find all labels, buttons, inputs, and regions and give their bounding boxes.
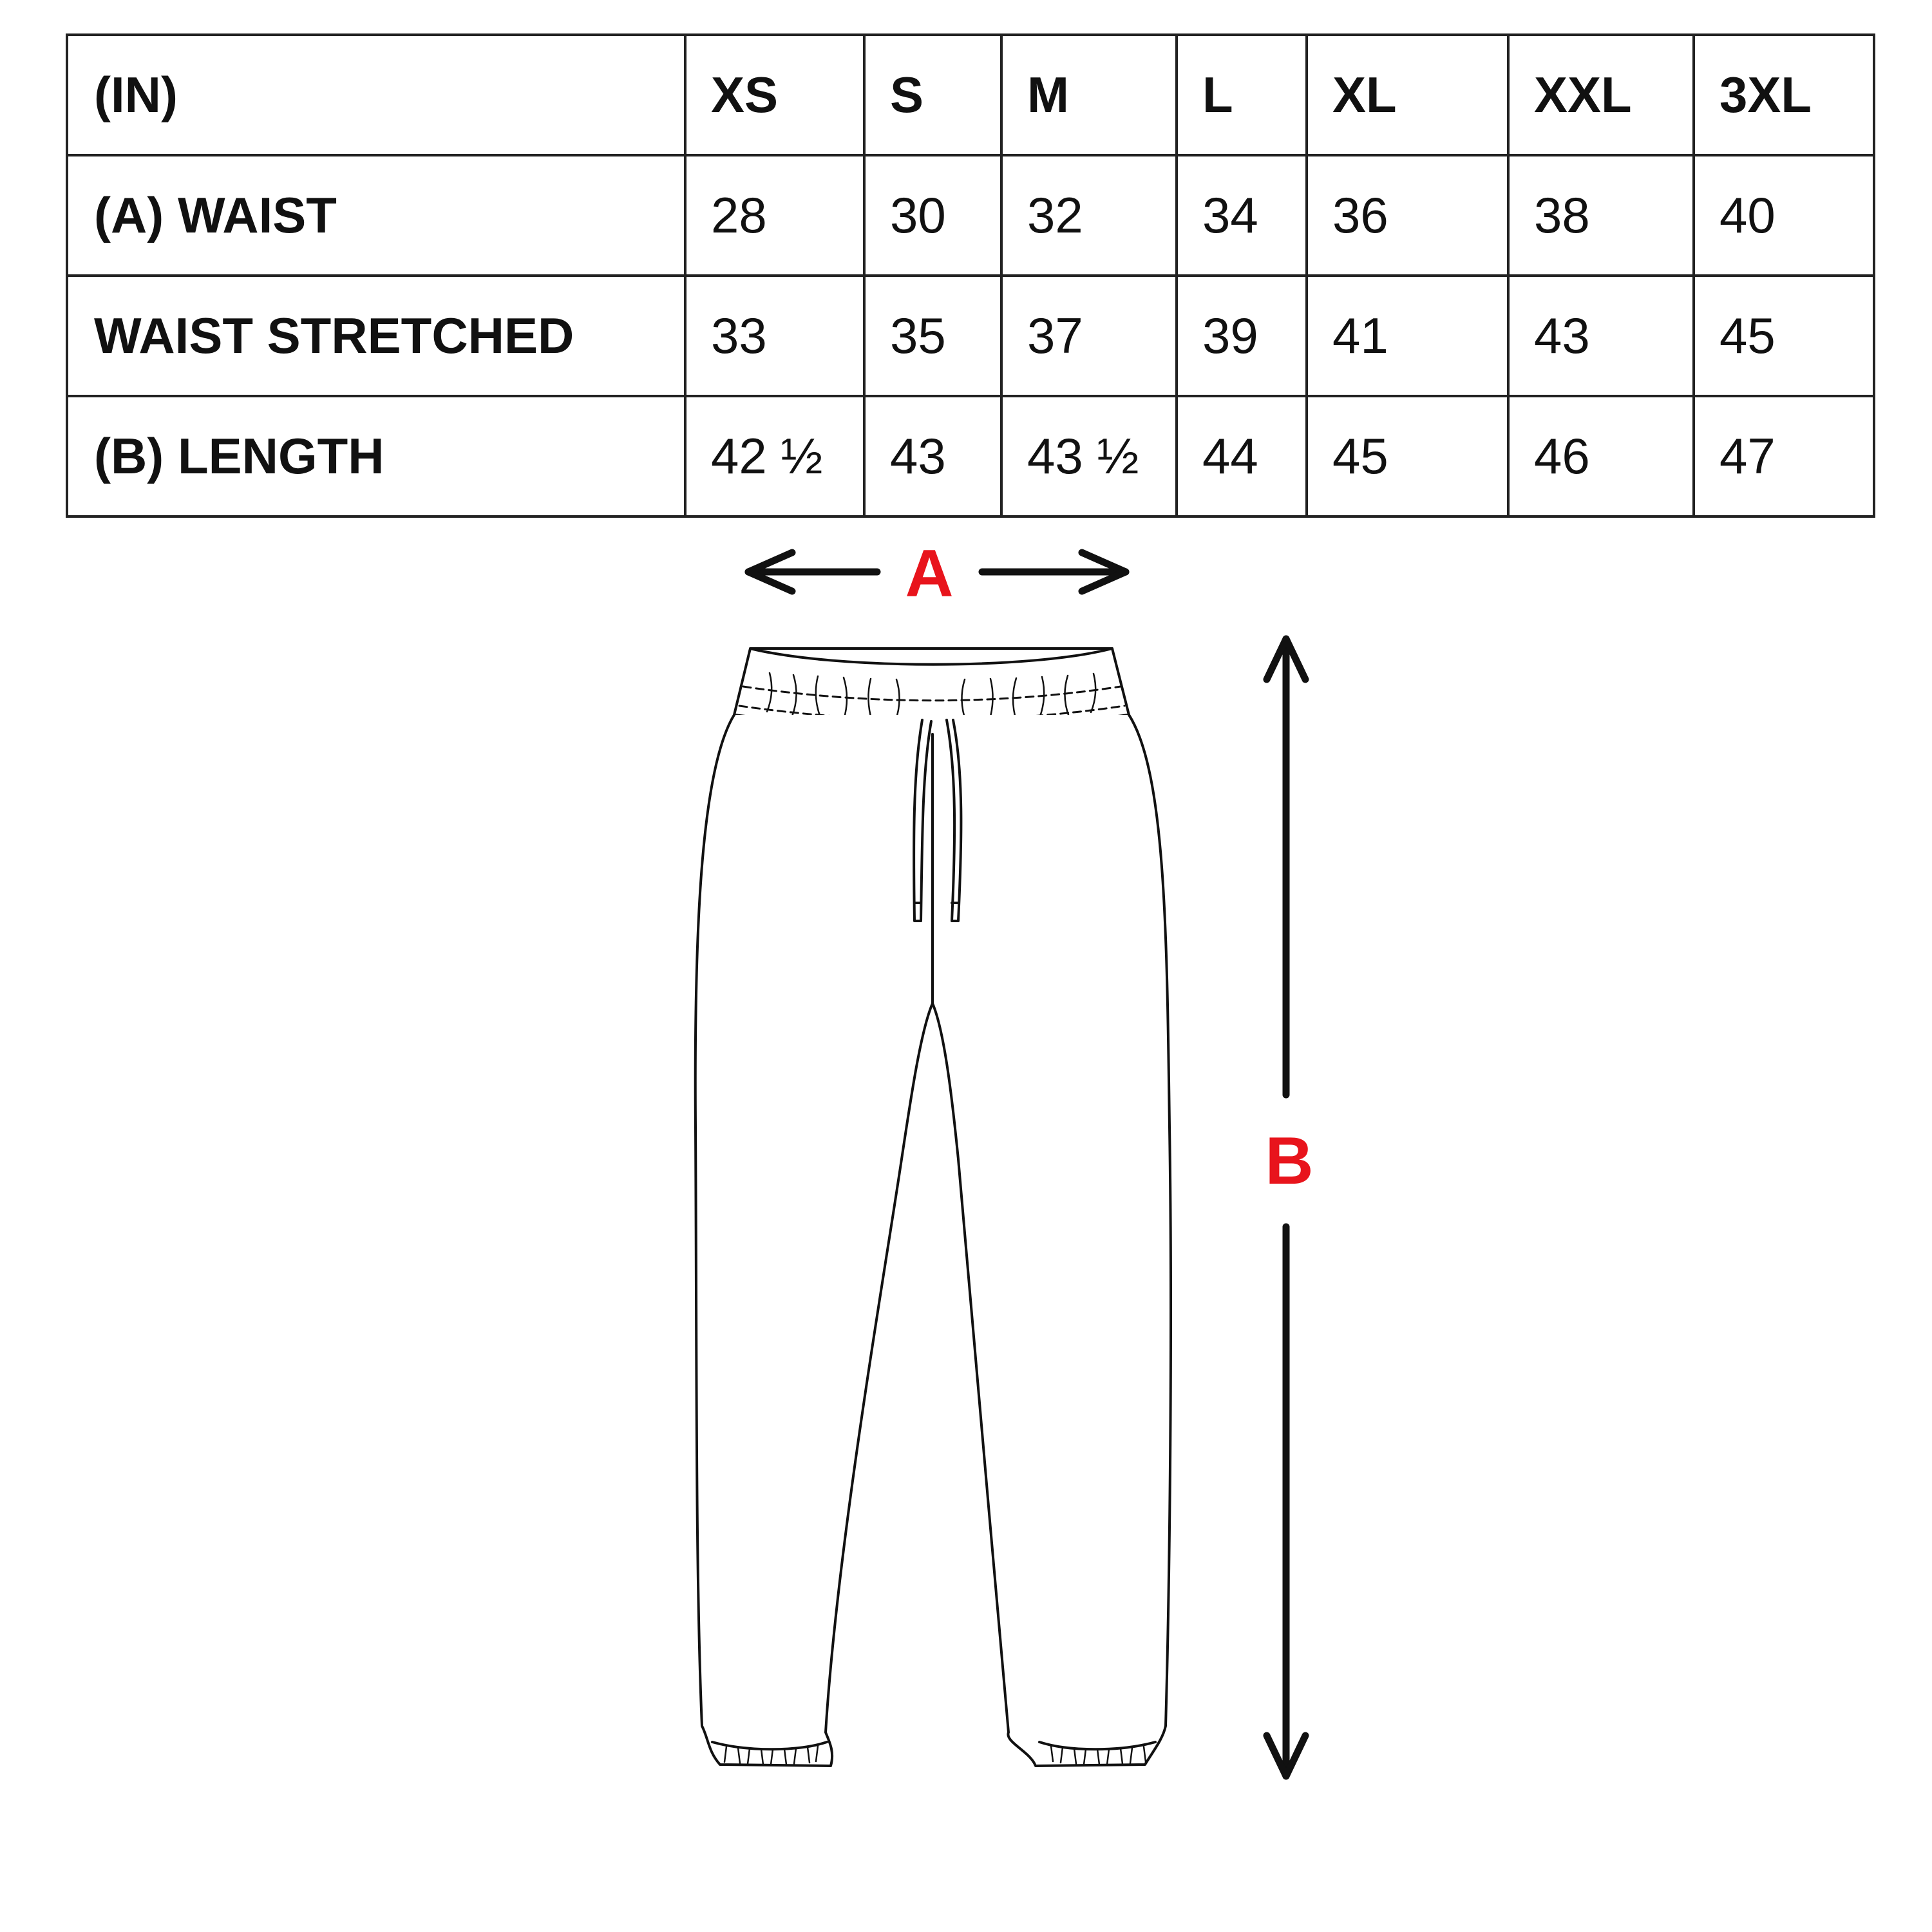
length-s: 43 [864, 396, 1001, 516]
length-3xl: 47 [1694, 396, 1874, 516]
length-dimension-arrow [1267, 639, 1305, 1776]
unit-header: (IN) [67, 35, 685, 155]
row-label-length: (B) LENGTH [67, 396, 685, 516]
waist-xl: 36 [1307, 155, 1508, 276]
waist-stretched-3xl: 45 [1694, 276, 1874, 396]
length-xxl: 46 [1508, 396, 1694, 516]
length-xl: 45 [1307, 396, 1508, 516]
sweatpants-illustration [696, 649, 1171, 1766]
size-header-xl: XL [1307, 35, 1508, 155]
size-header-3xl: 3XL [1694, 35, 1874, 155]
row-label-waist-stretched: WAIST STRETCHED [67, 276, 685, 396]
size-header-l: L [1177, 35, 1307, 155]
size-header-xxl: XXL [1508, 35, 1694, 155]
waist-stretched-xxl: 43 [1508, 276, 1694, 396]
dimension-label-a: A [905, 536, 954, 611]
waist-stretched-m: 37 [1001, 276, 1177, 396]
length-l: 44 [1177, 396, 1307, 516]
waist-stretched-xs: 33 [685, 276, 864, 396]
size-header-s: S [864, 35, 1001, 155]
waist-stretched-s: 35 [864, 276, 1001, 396]
size-header-m: M [1001, 35, 1177, 155]
waist-xxl: 38 [1508, 155, 1694, 276]
waist-stretched-l: 39 [1177, 276, 1307, 396]
row-label-waist: (A) WAIST [67, 155, 685, 276]
waist-m: 32 [1001, 155, 1177, 276]
waist-xs: 28 [685, 155, 864, 276]
waist-s: 30 [864, 155, 1001, 276]
waist-l: 34 [1177, 155, 1307, 276]
length-xs: 42 ½ [685, 396, 864, 516]
length-m: 43 ½ [1001, 396, 1177, 516]
size-header-xs: XS [685, 35, 864, 155]
dimension-label-b: B [1265, 1124, 1314, 1198]
waist-stretched-xl: 41 [1307, 276, 1508, 396]
waist-3xl: 40 [1694, 155, 1874, 276]
